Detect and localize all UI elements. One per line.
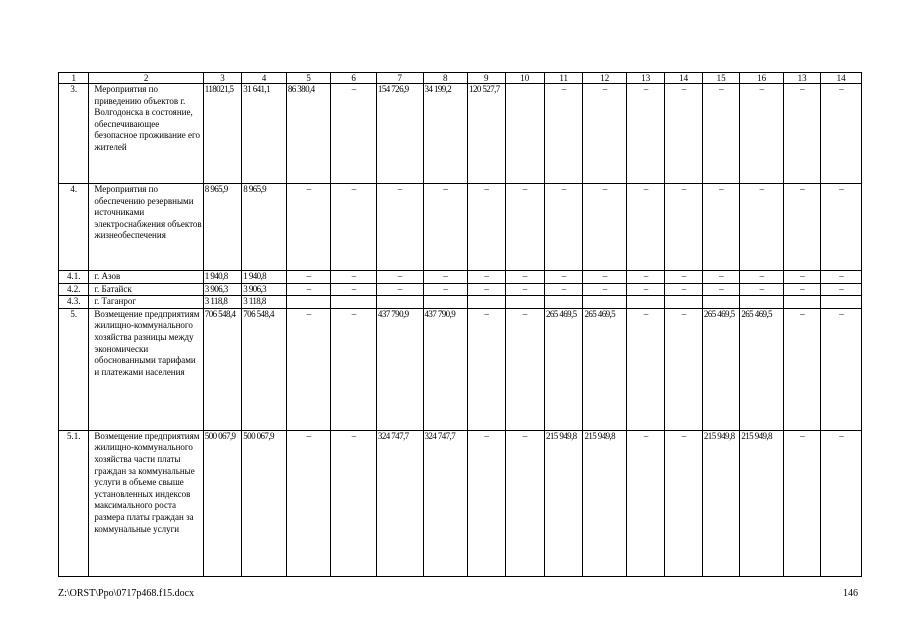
table-cell: – <box>821 271 862 284</box>
table-row <box>59 430 862 576</box>
table-cell: 215 949,8 <box>740 430 784 576</box>
table-cell: – <box>783 184 820 271</box>
table-cell <box>286 296 331 309</box>
table-cell: – <box>583 84 627 184</box>
table-cell: – <box>626 430 664 576</box>
table-cell <box>423 296 468 309</box>
table-cell: 215 949,8 <box>583 430 627 576</box>
table-cell: – <box>376 283 423 296</box>
table-cell: 3 906,3 <box>242 283 287 296</box>
table-cell: 3 906,3 <box>203 283 241 296</box>
table-cell: – <box>468 308 505 430</box>
table-cell: – <box>286 430 331 576</box>
table-cell: – <box>702 184 739 271</box>
table-cell: 265 469,5 <box>702 308 739 430</box>
table-cell: 265 469,5 <box>583 308 627 430</box>
table-cell: – <box>544 283 582 296</box>
table-cell: – <box>468 430 505 576</box>
table-header-row <box>59 73 862 84</box>
table-cell: – <box>468 283 505 296</box>
table-cell: 437 790,9 <box>376 308 423 430</box>
table-cell: – <box>376 271 423 284</box>
table-cell: 265 469,5 <box>740 308 784 430</box>
footer-file-path: Z:\ORST\Ppo\0717p468.f15.docx <box>58 588 195 599</box>
table-cell: – <box>740 283 784 296</box>
row-number: 5. <box>59 308 89 430</box>
table-cell: – <box>821 184 862 271</box>
table-cell: – <box>783 271 820 284</box>
table-cell: – <box>665 184 702 271</box>
table-cell: 120 527,7 <box>468 84 505 184</box>
table-cell: – <box>286 184 331 271</box>
header-cell: 15 <box>702 73 739 84</box>
row-number: 4. <box>59 184 89 271</box>
footer-page-number: 146 <box>843 588 858 599</box>
table-row <box>59 296 862 309</box>
header-cell: 2 <box>89 73 203 84</box>
table-cell: – <box>702 84 739 184</box>
budget-table <box>58 72 862 577</box>
table-cell: 118021,5 <box>203 84 241 184</box>
row-name: г. Таганрог <box>89 296 203 309</box>
table-cell: – <box>665 308 702 430</box>
table-cell: 500 067,9 <box>203 430 241 576</box>
table-row <box>59 184 862 271</box>
table-cell: – <box>505 430 544 576</box>
header-cell: 13 <box>783 73 820 84</box>
table-cell: – <box>544 271 582 284</box>
table-cell: – <box>783 84 820 184</box>
table-cell: 8 965,9 <box>242 184 287 271</box>
table-cell: – <box>423 271 468 284</box>
row-number: 4.1. <box>59 271 89 284</box>
table-cell: – <box>821 283 862 296</box>
table-cell <box>331 296 377 309</box>
table-cell: – <box>665 283 702 296</box>
table-cell: – <box>665 84 702 184</box>
row-number: 3. <box>59 84 89 184</box>
header-cell: 14 <box>665 73 702 84</box>
table-cell: – <box>626 283 664 296</box>
table-cell: 265 469,5 <box>544 308 582 430</box>
table-cell: – <box>286 308 331 430</box>
table-cell: – <box>702 271 739 284</box>
table-cell: – <box>665 430 702 576</box>
header-cell: 16 <box>740 73 784 84</box>
header-cell: 6 <box>331 73 377 84</box>
table-row <box>59 271 862 284</box>
table-cell <box>468 296 505 309</box>
table-cell: 34 199,2 <box>423 84 468 184</box>
table-cell: 8 965,9 <box>203 184 241 271</box>
table-cell <box>505 84 544 184</box>
table-cell: – <box>821 430 862 576</box>
row-name: г. Азов <box>89 271 203 284</box>
table-cell: – <box>505 184 544 271</box>
table-cell: – <box>331 308 377 430</box>
header-cell: 14 <box>821 73 862 84</box>
table-cell: – <box>626 271 664 284</box>
table-cell: 324 747,7 <box>423 430 468 576</box>
table-cell: 154 726,9 <box>376 84 423 184</box>
table-cell: – <box>544 84 582 184</box>
table-cell: 324 747,7 <box>376 430 423 576</box>
table-cell: 86 380,4 <box>286 84 331 184</box>
table-cell: 215 949,8 <box>702 430 739 576</box>
table-cell: – <box>468 184 505 271</box>
row-name: Возмещение предприятиям жилищно-коммунального хозяйства части платы граждан за коммунальные услуги в объеме свыше установленных индексов максимального роста размера платы граждан за коммунальные услуги <box>89 430 203 576</box>
table-cell: – <box>783 308 820 430</box>
table-cell: 706 548,4 <box>203 308 241 430</box>
table-row <box>59 308 862 430</box>
table-cell: – <box>626 84 664 184</box>
table-cell <box>544 296 582 309</box>
table-cell: 1 940,8 <box>203 271 241 284</box>
table-cell <box>583 296 627 309</box>
table-cell: – <box>544 184 582 271</box>
table-cell <box>740 296 784 309</box>
table-cell: – <box>331 283 377 296</box>
header-cell: 7 <box>376 73 423 84</box>
table-cell: – <box>286 271 331 284</box>
table-cell: – <box>740 271 784 284</box>
header-cell: 12 <box>583 73 627 84</box>
table-cell: – <box>331 271 377 284</box>
header-cell: 8 <box>423 73 468 84</box>
table-cell: – <box>665 271 702 284</box>
header-cell: 13 <box>626 73 664 84</box>
table-cell <box>665 296 702 309</box>
table-cell <box>821 296 862 309</box>
table-cell <box>376 296 423 309</box>
table-cell: – <box>821 308 862 430</box>
table-cell: – <box>505 283 544 296</box>
row-number: 4.3. <box>59 296 89 309</box>
table-cell: – <box>783 430 820 576</box>
table-row <box>59 283 862 296</box>
row-number: 5.1. <box>59 430 89 576</box>
table-cell: – <box>286 283 331 296</box>
table-cell: – <box>505 271 544 284</box>
table-cell: 3 118,8 <box>242 296 287 309</box>
header-cell: 3 <box>203 73 241 84</box>
table-cell: 1 940,8 <box>242 271 287 284</box>
table-cell: – <box>505 308 544 430</box>
table-cell: – <box>740 184 784 271</box>
table-cell: – <box>583 283 627 296</box>
table-cell: – <box>626 308 664 430</box>
table-cell: – <box>376 184 423 271</box>
table-cell: – <box>331 84 377 184</box>
table-cell <box>702 296 739 309</box>
table-body <box>59 73 862 577</box>
table-cell: – <box>821 84 862 184</box>
table-cell: – <box>331 430 377 576</box>
table-cell <box>505 296 544 309</box>
table-cell: – <box>740 84 784 184</box>
table-cell <box>626 296 664 309</box>
row-number: 4.2. <box>59 283 89 296</box>
header-cell: 11 <box>544 73 582 84</box>
table-cell: – <box>583 271 627 284</box>
table-cell: 437 790,9 <box>423 308 468 430</box>
table-cell: 215 949,8 <box>544 430 582 576</box>
row-name: Мероприятия по обеспечению резервными источниками электроснабжения объектов жизнеобеспечения <box>89 184 203 271</box>
table-cell: – <box>583 184 627 271</box>
table-cell <box>783 296 820 309</box>
header-cell: 1 <box>59 73 89 84</box>
table-cell: 3 118,8 <box>203 296 241 309</box>
table-cell: – <box>626 184 664 271</box>
header-cell: 5 <box>286 73 331 84</box>
table-cell: 500 067,9 <box>242 430 287 576</box>
table-cell: – <box>423 184 468 271</box>
table-cell: – <box>423 283 468 296</box>
table-cell: – <box>783 283 820 296</box>
row-name: Возмещение предприятиям жилищно-коммунального хозяйства разницы между экономически обоснованными тарифами и платежами населения <box>89 308 203 430</box>
row-name: г. Батайск <box>89 283 203 296</box>
table-cell: – <box>331 184 377 271</box>
row-name: Мероприятия по приведению объектов г. Волгодонска в состояние, обеспечивающее безопасное проживание его жителей <box>89 84 203 184</box>
header-cell: 4 <box>242 73 287 84</box>
table-cell: – <box>702 283 739 296</box>
table-cell: 706 548,4 <box>242 308 287 430</box>
header-cell: 9 <box>468 73 505 84</box>
table-cell: 31 641,1 <box>242 84 287 184</box>
header-cell: 10 <box>505 73 544 84</box>
table-cell: – <box>468 271 505 284</box>
table-row <box>59 84 862 184</box>
